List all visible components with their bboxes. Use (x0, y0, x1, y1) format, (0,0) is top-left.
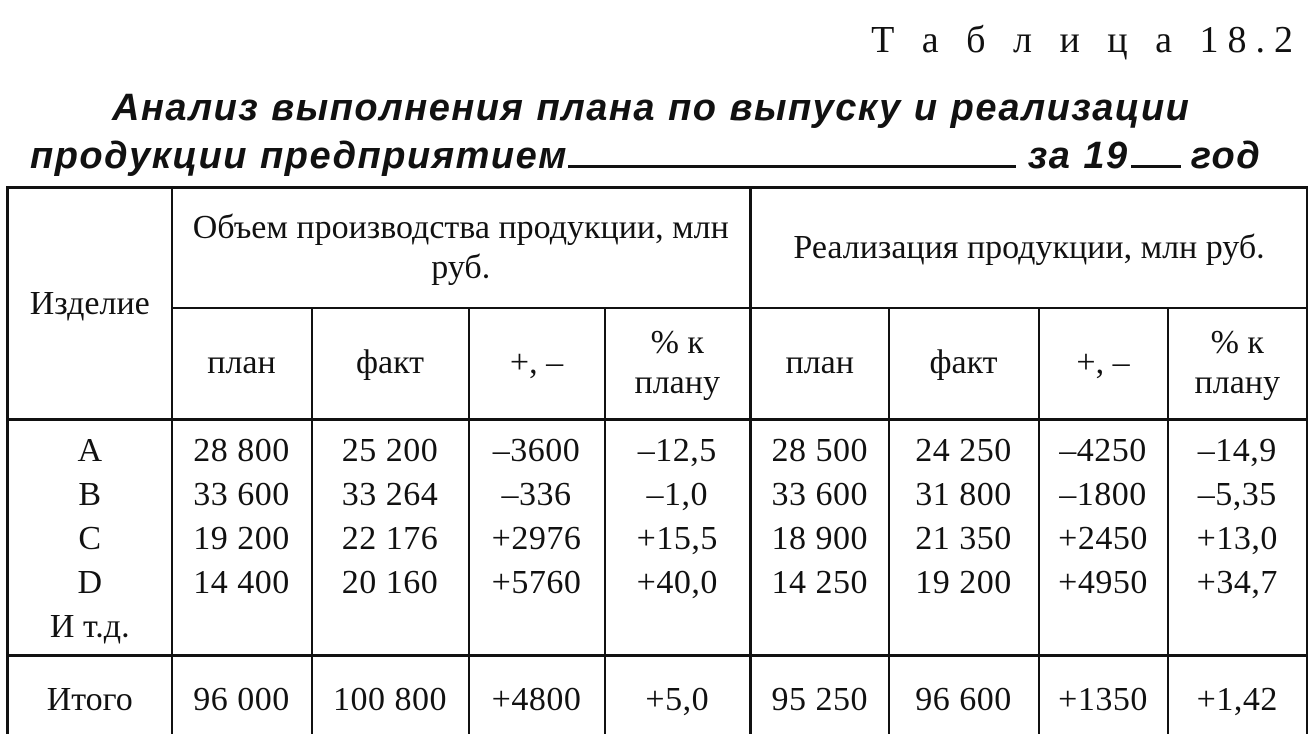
sales-diff-cell (1039, 420, 1168, 656)
header-production-group: Объем производства продукции, млн руб. (172, 188, 751, 308)
table-cell: 33 600 (193, 476, 290, 513)
table-cell: 28 800 (193, 432, 290, 469)
header-production-fact: факт (312, 308, 469, 420)
total-production-fact: 100 800 (312, 656, 469, 734)
total-production-plan: 96 000 (172, 656, 312, 734)
table-cell: 33 600 (771, 476, 868, 513)
header-row-2 (8, 308, 1308, 420)
table-cell: +5760 (491, 564, 582, 601)
table-cell: +15,5 (636, 520, 718, 557)
header-production-diff: +, – (469, 308, 605, 420)
product-a: А (77, 432, 103, 469)
table-cell: 24 250 (915, 432, 1012, 469)
total-sales-pct: +1,42 (1168, 656, 1308, 734)
total-sales-plan: 95 250 (751, 656, 889, 734)
table-cell: 33 264 (341, 476, 439, 513)
product-etc: И т.д. (49, 608, 130, 645)
year-blank (1131, 136, 1181, 168)
production-fact-cell (312, 420, 469, 656)
header-production-plan: план (172, 308, 312, 420)
total-label: Итого (8, 656, 172, 734)
total-sales-diff: +1350 (1039, 656, 1168, 734)
table-title (30, 84, 1300, 180)
header-sales-group: Реализация продукции, млн руб. (751, 188, 1308, 308)
table-cell: –3600 (492, 432, 581, 469)
products-cell (8, 420, 172, 656)
table-cell: –4250 (1059, 432, 1147, 469)
total-sales-fact: 96 600 (889, 656, 1039, 734)
total-production-diff: +4800 (469, 656, 605, 734)
sales-pct-cell (1168, 420, 1308, 656)
header-sales-pct: % к плану (1168, 308, 1308, 420)
header-product: Изделие (8, 188, 172, 420)
table-cell: –1,0 (646, 476, 708, 513)
table-cell: +4950 (1058, 564, 1148, 601)
table-cell: –14,9 (1197, 432, 1277, 469)
table-cell: –12,5 (637, 432, 717, 469)
table-cell: 19 200 (915, 564, 1012, 601)
table-cell: 20 160 (341, 564, 439, 601)
table-cell: 14 400 (193, 564, 290, 601)
product-b: В (78, 476, 102, 513)
total-row (8, 656, 1308, 734)
total-production-pct: +5,0 (605, 656, 751, 734)
table-cell: +34,7 (1196, 564, 1278, 601)
title-line-2-end: год (1190, 135, 1262, 177)
table-cell: 22 176 (341, 520, 439, 557)
title-line-2-start: продукции предприятием (30, 135, 568, 177)
production-pct-cell (605, 420, 751, 656)
title-line-1: Анализ выполнения плана по выпуску и реализации (112, 87, 1191, 129)
title-line-2-mid: за 19 (1027, 135, 1129, 177)
sales-plan-cell (751, 420, 889, 656)
table-cell: –1800 (1059, 476, 1147, 513)
analysis-table (6, 186, 1308, 734)
table-cell: 25 200 (341, 432, 439, 469)
production-plan-cell (172, 420, 312, 656)
table-cell: 14 250 (771, 564, 868, 601)
header-production-pct: % к плану (605, 308, 751, 420)
header-sales-plan: план (751, 308, 889, 420)
sales-fact-cell (889, 420, 1039, 656)
table-cell: –5,35 (1197, 476, 1277, 513)
table-number: Т а б л и ц а 18.2 (871, 19, 1302, 61)
table-cell: 19 200 (193, 520, 290, 557)
table-body-row (8, 420, 1308, 656)
header-row-1 (8, 188, 1308, 308)
table-cell: +13,0 (1196, 520, 1278, 557)
table-cell: 31 800 (915, 476, 1012, 513)
table-cell: 21 350 (915, 520, 1012, 557)
title-line-2 (30, 132, 1300, 180)
table-cell: 28 500 (771, 432, 868, 469)
table-cell: +2976 (491, 520, 582, 557)
table-cell: +40,0 (636, 564, 718, 601)
table-cell: 18 900 (771, 520, 868, 557)
table-cell: –336 (501, 476, 572, 513)
header-sales-diff: +, – (1039, 308, 1168, 420)
table-cell: +2450 (1058, 520, 1148, 557)
product-c: С (78, 520, 102, 557)
product-d: D (77, 564, 103, 601)
enterprise-blank (568, 136, 1016, 168)
header-sales-fact: факт (889, 308, 1039, 420)
production-diff-cell (469, 420, 605, 656)
